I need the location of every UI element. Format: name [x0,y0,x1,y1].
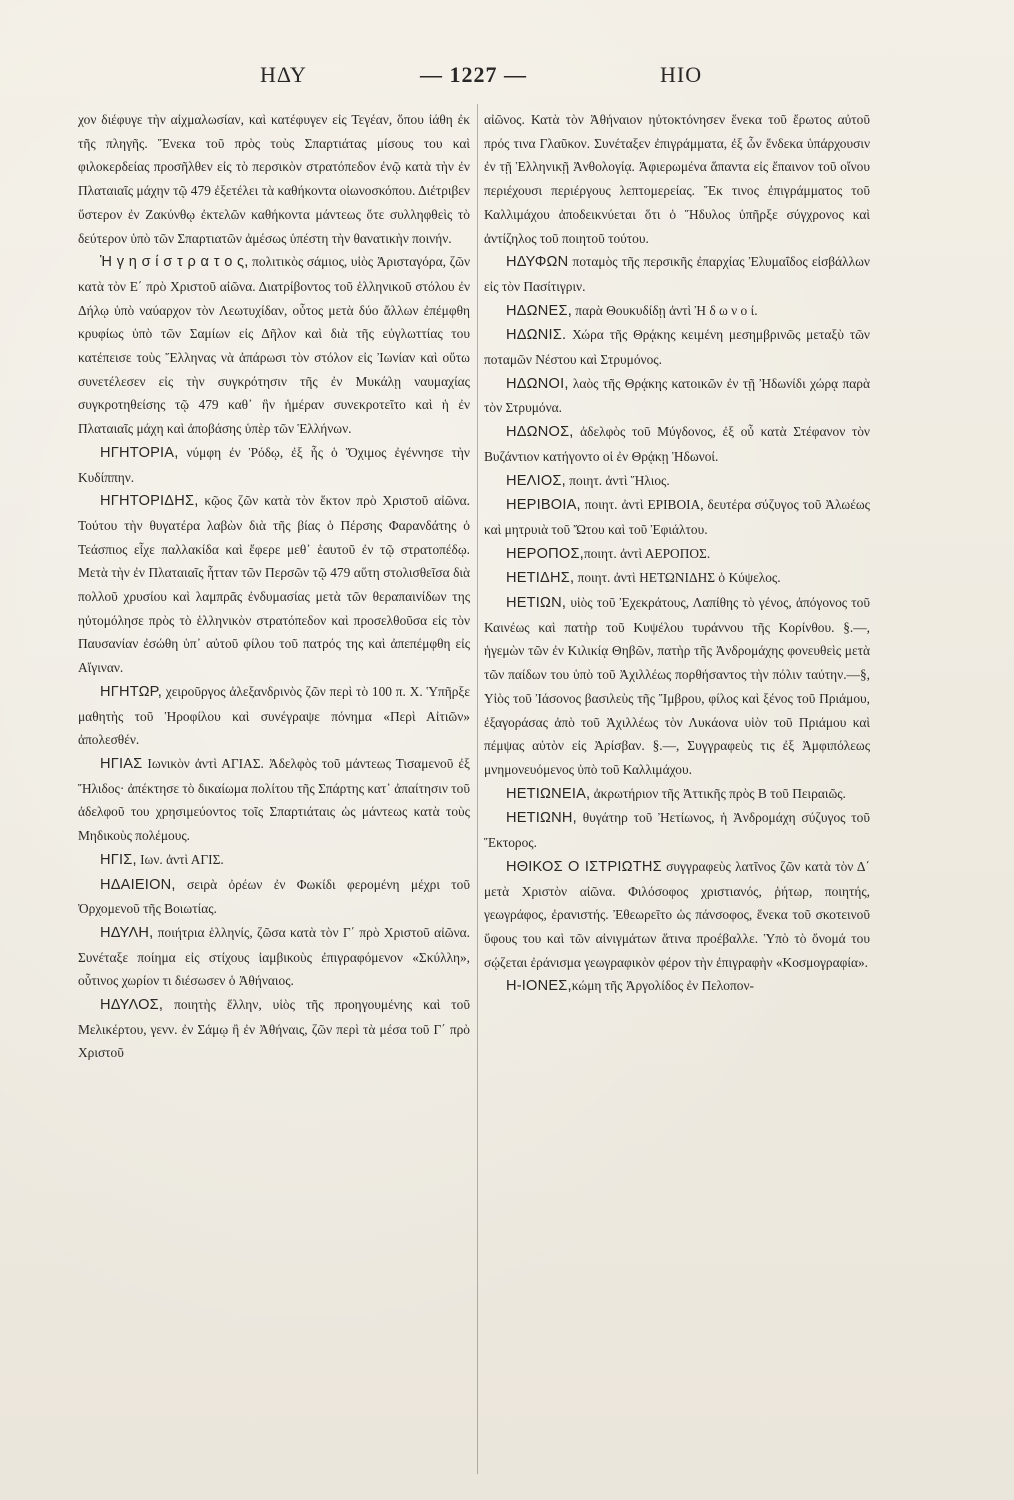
entry-headword: ΗΕΤΙΩΝΗ, [506,810,577,827]
entry-text: ποιητ. ἀντὶ ΕΡΙΒΟΙΑ, δευτέρα σύζυγος τοῦ Ἀλωέως καὶ μητρυιὰ τοῦ Ὤτου καὶ τοῦ Ἐφιάλτου. [484,497,870,537]
entry-headword: ΗΕΛΙΟΣ, [506,472,566,489]
dictionary-entry [78,921,470,993]
dictionary-entry [78,873,470,921]
entry-headword: ΗΓΙΑΣ [100,755,143,772]
entry-headword: ΗΕΤΙΔΗΣ, [506,570,575,587]
entry-headword: ΗΔΥΦΩΝ [506,254,569,271]
dictionary-entry [484,299,870,324]
entry-text: συγγραφεὺς λατῖνος ζῶν κατὰ τὸν Δ΄ μετὰ Χριστὸν αἰῶνα. Φιλόσοφος χριστιανός, ῥήτωρ, ποιητής, γεωγράφος, ἐρανιστής. Ἐθεωρεῖτο ὡς πάνσοφος, ἕνεκα τοῦ σκοτεινοῦ ὕφους του καὶ τῶν αἰνιγμάτων ἅτινα προέβαλλε. Ὑπὸ τὸ ὄνομά του σῴζεται ἐράνισμα γεωγραφικὸν φέρον τὴν ἐπιγραφὴν «Κοσμογραφία». [484,858,871,970]
dictionary-entry [484,420,870,468]
entry-headword: ΗΕΤΙΩΝ, [506,595,567,612]
entry-text: θυγάτηρ τοῦ Ἠετίωνος, ἡ Ἀνδρομάχη σύζυγος τοῦ Ἕκτορος. [484,810,870,851]
entry-headword: ΗΓΗΤΩΡ, [100,683,162,700]
dictionary-entry [484,855,870,975]
entry-headword: ΗΔΥΛΗ, [100,924,154,941]
header-left-guideword: ΗΔΥ [260,62,307,87]
entry-headword: ΗΕΤΙΩΝΕΙΑ, [506,785,591,802]
dictionary-entry [484,591,870,782]
entry-text: ποιητὴς ἕλλην, υἱὸς τῆς προηγουμένης καὶ τοῦ Μελικέρτου, γενν. ἐν Σάμῳ ἢ ἐν Ἀθήναις, ζῶν περὶ τὰ μέσα τοῦ Γ΄ πρὸ Χριστοῦ [78,997,470,1061]
dictionary-entry [484,493,870,541]
dictionary-entry [78,441,470,489]
dictionary-entry [78,108,470,250]
entry-headword: ΗΓΗΤΟΡΙΔΗΣ, [100,493,199,510]
entry-text: αἰῶνος. Κατὰ τὸν Ἀθήναιον ηὐτοκτόνησεν ἕνεκα τοῦ ἔρωτος αὐτοῦ πρός τινα Γλαῦκον. Συνέταξεν ἐπιγράμματα, ἐξ ὧν ἕνδεκα ὑπάρχουσιν ἐν τῇ Ἑλληνικῇ Ἀνθολογίᾳ. Ἀφιερωμένα ἅπαντα εἰς ἔπαινον τοῦ οἴνου περιέχουσι περιέργους λεπτομερείας. Ἔκ τινος ἐπιγράμματος τοῦ Καλλιμάχου ἀποδεικνύεται ὅτι ὁ Ἥδυλος ὑπῆρξε σύγχρονος καὶ ἀντίζηλος τοῦ ποιητοῦ τούτου. [484,112,870,246]
page-header [80,62,960,92]
dictionary-entry [484,372,870,420]
entry-text: Χώρα τῆς Θρᾴκης κειμένη μεσημβρινῶς μεταξὺ τῶν ποταμῶν Νέστου καὶ Στρυμόνος. [484,327,870,368]
entry-text: ποιήτρια ἑλληνίς, ζῶσα κατὰ τὸν Γ΄ πρὸ Χριστοῦ αἰῶνα. Συνέταξε ποίημα εἰς στίχους ἰαμβικοὺς ἐπιγραφόμενον «Σκύλλη», οὗτινος χωρίον τι διέσωσεν ὁ Ἀθήναιος. [78,924,470,989]
dictionary-entry [484,566,870,591]
entry-headword: ΗΕΡΟΠΟΣ, [506,545,584,562]
left-column [78,108,470,1065]
entry-headword: ΗΓΙΣ, [100,851,137,868]
entry-text: υἱὸς τοῦ Ἐχεκράτους, Λαπίθης τὸ γένος, ἀπόγονος τοῦ Καινέως καὶ πατὴρ τοῦ Κυψέλου τυράννου τῆς Κορίνθου. §.—, ἡγεμὼν τῶν ἐν Κιλικίᾳ Θηβῶν, πατὴρ τῆς Ἀνδρομάχης φονευθεὶς μετὰ τῶν παίδων του ὑπὸ τοῦ Ἀχιλλέως πορθήσαντος τὴν πόλιν ταύτην.—§, Υἱὸς τοῦ Ἰάσονος βασιλεὺς τῆς Ἴμβρου, φίλος καὶ ξένος τοῦ Πριάμου, ἐξαγοράσας ἀπὸ τοῦ Ἀχιλλέως τὸν Λυκάονα υἱὸν τοῦ Πριάμου καὶ πέμψας αὐτὸν εἰς Ἀρίσβαν. §.—, Συγγραφεὺς τις ἐξ Ἀμφιπόλεως μνημονευόμενος ὑπὸ τοῦ Καλλιμάχου. [484,595,870,777]
column-divider [477,104,478,1474]
right-column [484,108,870,999]
entry-text: Ιων. ἀντὶ ΑΓΙΣ. [136,851,224,867]
entry-text: πολιτικὸς σάμιος, υἱὸς Ἀρισταγόρα, ζῶν κατὰ τὸν Ε΄ πρὸ Χριστοῦ αἰῶνα. Διατρίβοντος τοῦ ἑλληνικοῦ στόλου ἐν Δήλῳ ὑπὸ ναύαρχον τὸν Λεωτυχίδαν, οὗτος μετὰ δύο ἄλλων ἐπέμφθη κρυφίως ὑπὸ τῶν Σαμίων εἰς Δῆλον καὶ διὰ τῆς εὐγλωττίας του κατέπεισε τοὺς Ἕλληνας νὰ ἀπάρωσι τὸν στόλον εἰς Ἰωνίαν καὶ οὕτω συνετέλεσεν εἰς τὴν συγκρότησιν τῆς ἐν Μυκάλῃ ναυμαχίας συγκροτηθείσης τῷ 479 καθ᾽ ἣν ἡμέραν συνεκροτεῖτο καὶ ἡ ἐν Πλαταιαῖς μάχη καὶ ἀποβάσης ὑπὲρ τῶν Ἑλλήνων. [78,254,470,437]
entry-text: ἀκρωτήριον τῆς Ἀττικῆς πρὸς Β τοῦ Πειραιῶς. [590,785,846,801]
entry-text: κώμη τῆς Ἀργολίδος ἐν Πελοπον- [571,978,754,994]
entry-headword: ΗΔΥΛΟΣ, [100,997,164,1014]
dictionary-entry [78,250,470,441]
entry-headword: ΗΔΑΙΕΙΟΝ, [100,876,176,893]
entry-headword: ΗΕΡΙΒΟΙΑ, [506,497,581,514]
dictionary-entry [78,489,470,680]
dictionary-entry [78,752,470,848]
dictionary-entry [484,542,870,567]
entry-text: κῷος ζῶν κατὰ τὸν ἕκτον πρὸ Χριστοῦ αἰῶνα. Τούτου τὴν θυγατέρα λαβὼν διὰ τῆς βίας ὁ Πέρσης Φαρανδάτης ὁ Τεάσπιος εἶχε παλλακίδα καὶ ἔφερε μεθ᾽ ἑαυτοῦ ἐν τῷ στρατοπέδῳ. Μετὰ τὴν ἐν Πλαταιαῖς ἧτταν τῶν Περσῶν τῷ 479 αὕτη στολισθεῖσα διὰ πολλοῦ χρυσίου καὶ λαμπρᾶς ἐνδυμασίας μετὰ τῶν θεραπαινίδων της ηὐτομόλησε πρὸς τὸ ἑλληνικὸν στρατόπεδον καὶ προσελθοῦσα εἰς τὸν Παυσανίαν ἐσώθη ὑπ᾽ αὐτοῦ φίλου τοῦ πατρός της καὶ ἀπεπέμφθη εἰς Αἴγιναν. [78,493,470,676]
header-right-guideword: ΗΙΟ [660,62,703,87]
dictionary-entry [484,974,870,999]
entry-text: ἀδελφὸς τοῦ Μύγδονος, ἐξ οὗ κατὰ Στέφανον τὸν Βυζάντιον κατήγοντο οἱ ἐν Θρᾴκῃ Ἠδωνοί. [484,424,870,464]
entry-text: σειρὰ ὀρέων ἐν Φωκίδι φερομένη μέχρι τοῦ Ὀρχομενοῦ τῆς Βοιωτίας. [78,876,470,917]
dictionary-entry [78,848,470,873]
entry-text: νύμφη ἐν Ῥόδῳ, ἐξ ἧς ὁ Ὄχιμος ἐγέννησε τὴν Κυδίππην. [78,444,470,485]
page-number: — 1227 — [420,62,527,87]
dictionary-entry [484,782,870,807]
entry-headword: ΗΔΩΝΟΙ, [506,375,569,392]
entry-text: παρὰ Θουκυδίδῃ ἀντὶ Ἠ δ ω ν ο ί. [571,302,758,318]
dictionary-entry [484,108,870,250]
entry-text: χειροῦργος ἀλεξανδρινὸς ζῶν περὶ τὸ 100 π. Χ. Ὑπῆρξε μαθητὴς τοῦ Ἡροφίλου καὶ συνέγραψε πόνημα «Περὶ Αἰτιῶν» ἀπολεσθέν. [78,683,470,748]
dictionary-entry [484,250,870,298]
entry-headword: ΗΓΗΤΟΡΙΑ, [100,444,179,461]
entry-headword: ΗΔΩΝΙΣ. [506,327,567,344]
entry-text: ποιητ. ἀντὶ ΗΕΤΩΝΙΔΗΣ ὁ Κύψελος. [574,570,781,586]
entry-text: ποταμὸς τῆς περσικῆς ἐπαρχίας Ἐλυμαΐδος εἰσβάλλων εἰς τὸν Πασίτιγριν. [484,254,870,294]
entry-text: ποιητ. ἀντὶ ΑΕΡΟΠΟΣ. [583,545,711,561]
dictionary-entry [484,806,870,854]
entry-headword: ΗΘΙΚΟΣ Ο ΙΣΤΡΙΩΤΗΣ [506,858,662,875]
entry-text: ποιητ. ἀντὶ Ἥλιος. [565,472,670,488]
entry-headword: ΗΔΩΝΟΣ, [506,424,574,441]
entry-headword: Ἡ γ η σ ί σ τ ρ α τ ο ς, [100,254,249,271]
dictionary-entry [78,680,470,752]
dictionary-entry [78,993,470,1065]
entry-headword: ΗΔΩΝΕΣ, [506,302,572,319]
dictionary-entry [484,469,870,494]
entry-headword: Η-ΙΟΝΕΣ, [506,978,572,995]
entry-text: χον διέφυγε τὴν αἰχμαλωσίαν, καὶ κατέφυγεν εἰς Τεγέαν, ὅπου ἰάθη ἐκ τῆς πληγῆς. Ἕνεκα τοῦ πρὸς τοὺς Σπαρτιάτας μίσους του καὶ φιλοκερδείας προσῆλθεν εἰς τὸ περσικὸν στρατόπεδον ἐνῷ κατὰ τὴν ἐν Πλαταιαῖς μάχην τῷ 479 ἐξετέλει τὰ καθήκοντα οἰωνοσκόπου. Διέτριβεν ὕστερον ἐν Ζακύνθῳ ἐκτελῶν καθήκοντα μάντεως ὅτε συλληφθεὶς τὸ δεύτερον ὑπὸ τῶν Σπαρτιατῶν ἀμέσως ὑπέστη τὴν θανατικὴν ποινήν. [78,112,470,246]
dictionary-entry [484,323,870,371]
entry-text: λαὸς τῆς Θρᾴκης κατοικῶν ἐν τῇ Ἠδωνίδι χώρᾳ παρὰ τὸν Στρυμόνα. [484,375,870,416]
entry-text: Ιωνικὸν ἀντὶ ΑΓΙΑΣ. Ἀδελφὸς τοῦ μάντεως Τισαμενοῦ ἐξ Ἤλιδος· ἀπέκτησε τὸ δικαίωμα πολίτου τῆς Σπάρτης κατ᾽ ἀπαίτησιν τοῦ ἀδελφοῦ του χρησιμεύοντος τοῖς Σπαρτιάταις ὡς μάντεως κατὰ τοὺς Μηδικοὺς πολέμους. [78,755,470,844]
